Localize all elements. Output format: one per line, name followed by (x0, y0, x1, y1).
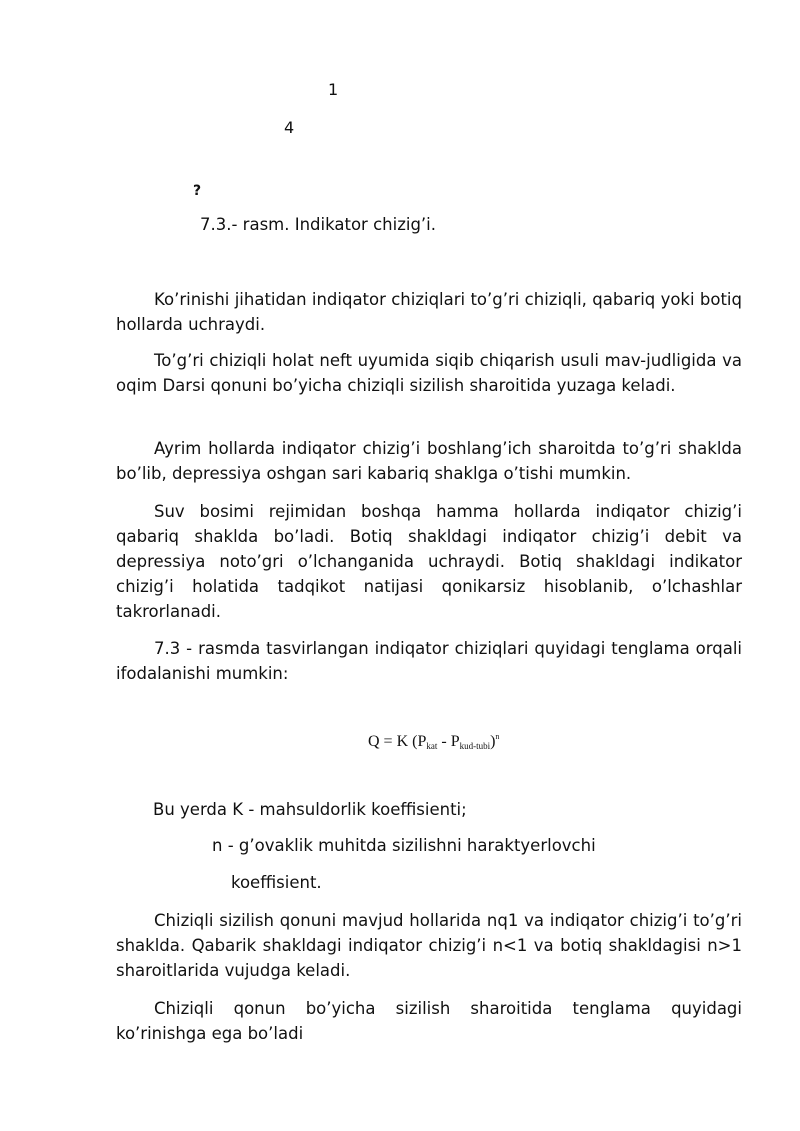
paragraph-7: Chiziqli qonun bo’yicha sizilish sharoitida tenglama quyidagi ko’rinishga ega bo’ladi (116, 999, 742, 1043)
equation-lhs: Q = K (P (368, 733, 427, 750)
paragraph-5: 7.3 - rasmda tasvirlangan indiqator chiziqlari quyidagi tenglama orqali ifodalanishi mumkin: (116, 639, 742, 683)
paragraph-3: Ayrim hollarda indiqator chizig’i boshlang’ich sharoitda to’g’ri shaklda bo’lib, depressiya oshgan sari kabariq shaklga o’tishi mumkin. (116, 439, 742, 483)
definition-k: Bu yerda K - mahsuldorlik koeffisienti; (153, 800, 467, 819)
definition-n: n - g’ovaklik muhitda sizilishni haraktyerlovchi (212, 836, 596, 855)
equation-exponent: n (495, 732, 500, 741)
equation-mid: - P (437, 733, 460, 750)
paragraph-2: To’g’ri chiziqli holat neft uyumida siqib chiqarish usuli mav-judligida va oqim Darsi qonuni bo’yicha chiziqli sizilish sharoitida yuzaga keladi. (116, 351, 742, 395)
figure-label-question: ? (193, 183, 202, 199)
figure-label-4: 4 (284, 118, 295, 137)
figure-caption: 7.3.- rasm. Indikator chizig’i. (200, 215, 436, 234)
paragraph-1: Ko’rinishi jihatidan indiqator chiziqlari to’g’ri chiziqli, qabariq yoki botiq hollarda uchraydi. (116, 290, 742, 334)
paragraph-4: Suv bosimi rejimidan boshqa hamma hollarda indiqator chizig’i qabariq shaklda bo’ladi. Botiq shakldagi indiqator chizig’i debit va depressiya noto’gri o’lchanganida uchraydi. Botiq shakldagi indikator chizig’i holatida tadqikot natijasi qonikarsiz hisoblanib, o’lchashlar takrorlanadi. (116, 502, 742, 621)
equation-close: ) (490, 733, 496, 750)
equation-sub-kat: kat (426, 741, 438, 751)
definition-n-continued: koeffisient. (231, 873, 322, 892)
equation-sub-kud-tubi: kud-tubi (459, 741, 491, 751)
paragraph-6: Chiziqli sizilish qonuni mavjud hollarida nq1 va indiqator chizig’i to’g’ri shaklda. Qabarik shakldagi indiqator chizig’i n<1 va botiq shakldagisi n>1 sharoitlarida vujudga keladi. (116, 911, 742, 980)
equation (368, 732, 499, 751)
figure-label-1: 1 (328, 80, 339, 99)
